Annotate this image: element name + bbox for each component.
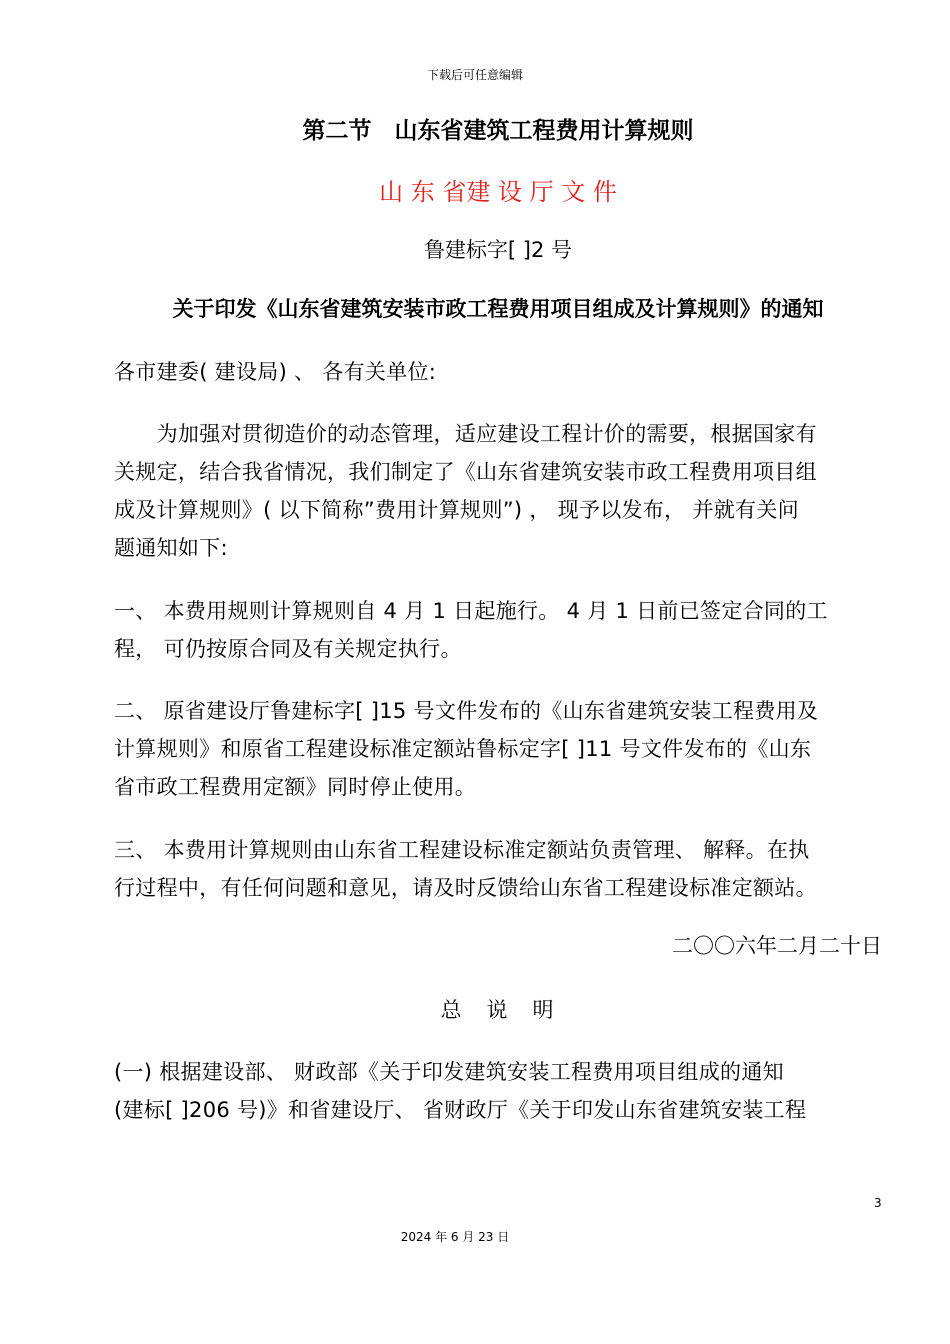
document-number: 鲁建标字[ ]2 号 bbox=[423, 238, 573, 262]
item-2-line: 二、 原省建设厅鲁建标字[ ]15 号文件发布的《山东省建筑安装工程费用及 bbox=[114, 699, 819, 723]
general-explanation-heading: 总 说 明 bbox=[440, 998, 556, 1022]
item-1-line: 程， 可仍按原合同及有关规定执行。 bbox=[114, 637, 462, 661]
item-3-line: 三、 本费用计算规则由山东省工程建设标准定额站负责管理、 解释。在执 bbox=[114, 838, 810, 862]
issue-date: 二〇〇六年二月二十日 bbox=[672, 934, 882, 958]
footer-date: 2024 年 6 月 23 日 bbox=[400, 1230, 510, 1244]
item-1-line: 一、 本费用规则计算规则自 4 月 1 日起施行。 4 月 1 日前已签定合同的工 bbox=[114, 599, 828, 623]
item-3-line: 行过程中，有任何问题和意见，请及时反馈给山东省工程建设标准定额站。 bbox=[114, 876, 817, 900]
issuing-authority-heading: 山 东 省建 设 厅 文 件 bbox=[379, 178, 617, 206]
section-title: 第二节 山东省建筑工程费用计算规则 bbox=[302, 118, 694, 144]
intro-line: 成及计算规则》( 以下简称”费用计算规则”) ， 现予以发布， 并就有关问 bbox=[114, 498, 799, 522]
header-note: 下载后可任意编辑 bbox=[426, 68, 523, 82]
item-2-line: 计算规则》和原省工程建设标准定额站鲁标定字[ ]11 号文件发布的《山东 bbox=[114, 737, 812, 761]
salutation: 各市建委( 建设局) 、 各有关单位: bbox=[114, 360, 437, 384]
intro-line: 关规定，结合我省情况，我们制定了《山东省建筑安装市政工程费用项目组 bbox=[114, 460, 817, 484]
notice-title: 关于印发《山东省建筑安装市政工程费用项目组成及计算规则》的通知 bbox=[172, 297, 824, 321]
page-number: 3 bbox=[874, 1196, 882, 1210]
general-line: (一) 根据建设部、 财政部《关于印发建筑安装工程费用项目组成的通知 bbox=[114, 1060, 784, 1084]
item-2-line: 省市政工程费用定额》同时停止使用。 bbox=[114, 775, 477, 799]
intro-line: 题通知如下: bbox=[114, 536, 228, 560]
intro-line: 为加强对贯彻造价的动态管理，适应建设工程计价的需要，根据国家有 bbox=[114, 422, 817, 446]
general-line: (建标[ ]206 号)》和省建设厅、 省财政厅《关于印发山东省建筑安装工程 bbox=[114, 1098, 807, 1122]
